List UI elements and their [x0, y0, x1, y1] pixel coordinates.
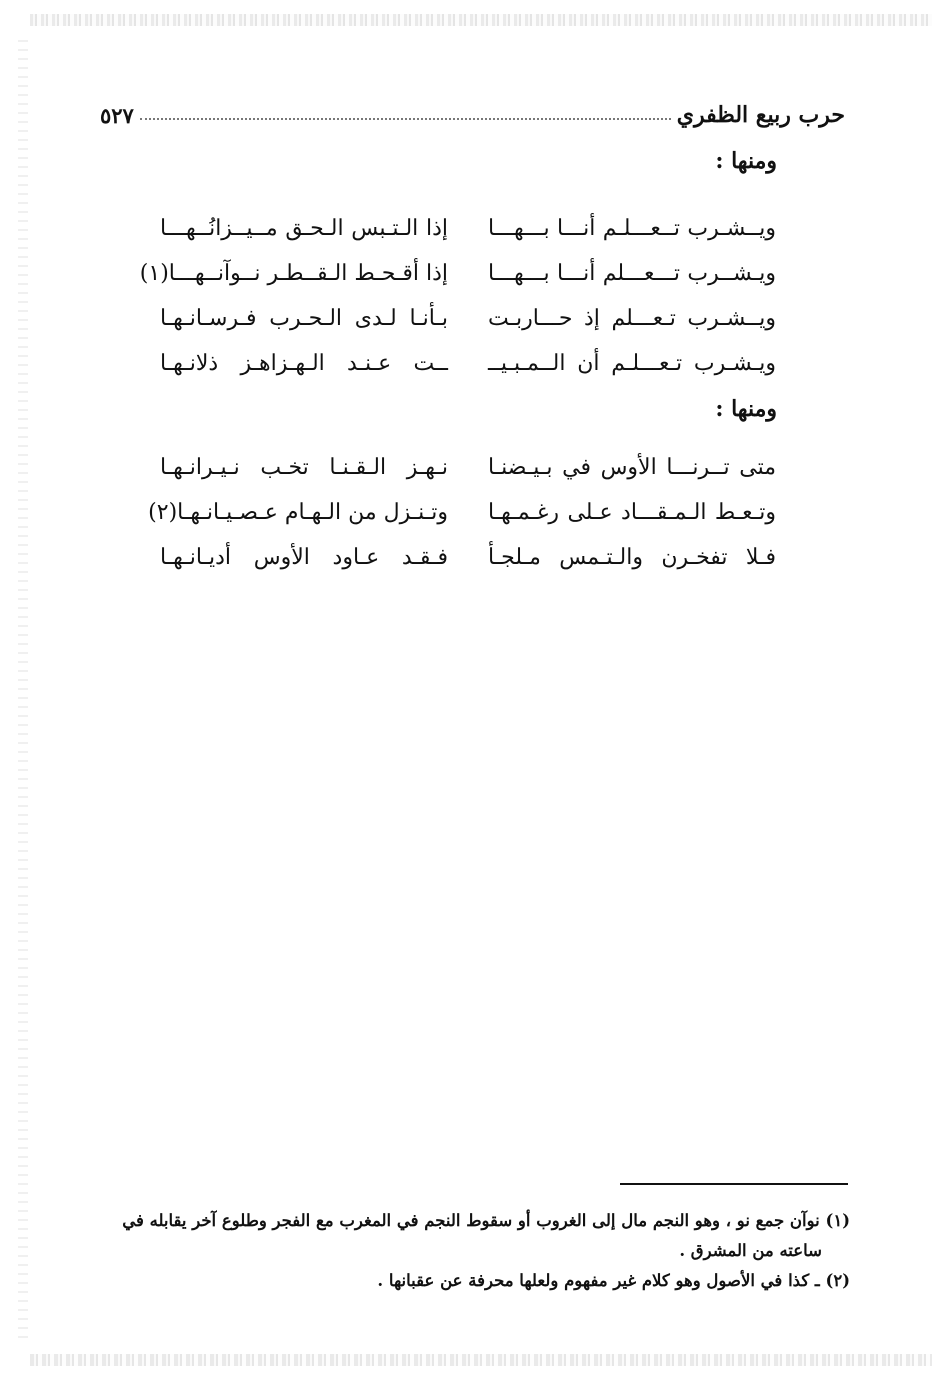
verse-line — [160, 445, 776, 490]
poem-stanza-2 — [148, 445, 776, 580]
poem-stanza-1 — [139, 206, 776, 386]
verse-first-hemistich: متى تــرنـــا الأوس في بـيـضنـا — [488, 455, 776, 480]
verse-line — [160, 296, 776, 341]
footnote-separator — [620, 1183, 848, 1185]
footnotes — [110, 1206, 850, 1296]
verse-second-hemistich: وتـنـزل من الـهـام عـصـيـانـهـا(٢) — [148, 500, 448, 525]
header-title: حرب ربيع الظفري — [676, 102, 845, 128]
footnote-1: (١) نوآن جمع نو ، وهو النجم مال إلى الغروب أو سقوط النجم في المغرب مع الفجر وطلوع آخر يقابله في — [122, 1211, 850, 1230]
verse-first-hemistich: ويــشـرب تـعـــلم إذ حـــاربـت — [488, 306, 776, 331]
verse-first-hemistich: فـلا تفخـرن والـتـمس مـلجـأ — [488, 545, 776, 570]
footnote-2: (٢) ـ كذا في الأصول وهو كلام غير مفهوم ولعلها محرفة عن عقبانها . — [377, 1271, 850, 1290]
running-header — [100, 88, 845, 128]
header-dot-leader — [140, 118, 671, 120]
scan-edge-bottom — [30, 1354, 932, 1366]
verse-second-hemistich: فـقـد عـاود الأوس أديـانـهـا — [160, 545, 448, 570]
verse-first-hemistich: ويـشـرب تـعـــلـم أن الــمـبـيــ — [488, 351, 776, 376]
verse-second-hemistich: نـهـز الـقـنـا تخـب نـيـرانـهـا — [160, 455, 448, 480]
verse-line — [160, 206, 776, 251]
scan-edge-top — [30, 14, 932, 26]
page-number: ٥٢٧ — [100, 103, 134, 128]
verse-first-hemistich: ويـشــرب تـــعـــلم أنـــا بـــهـــا — [488, 261, 776, 286]
section-label-1: ومنها : — [715, 148, 777, 174]
verse-second-hemistich: إذا الـتـبس الـحـق مــيــزانُــهـــا — [160, 216, 448, 241]
verse-second-hemistich: ــت عـنـد الـهـزاهـز ذلانـهـا — [160, 351, 448, 376]
verse-second-hemistich: إذا أقـحـط الـقــطـر نــوآنــهـــا(١) — [139, 261, 448, 286]
verse-line — [139, 251, 776, 296]
footnote-1-continuation: ساعته من المشرق . — [679, 1241, 822, 1260]
section-label-2: ومنها : — [715, 396, 777, 422]
verse-second-hemistich: بـأنـا لـدى الـحـرب فـرسـانـهـا — [160, 306, 448, 331]
scan-edge-left — [18, 40, 28, 1340]
verse-first-hemistich: وتـعـط الـمـقـــاد عـلى رغـمـهـا — [488, 500, 776, 525]
verse-line — [148, 490, 776, 535]
verse-first-hemistich: ويــشـرب تــعـــلـم أنـــا بـــهـــا — [488, 216, 776, 241]
verse-line — [160, 341, 776, 386]
verse-line — [160, 535, 776, 580]
